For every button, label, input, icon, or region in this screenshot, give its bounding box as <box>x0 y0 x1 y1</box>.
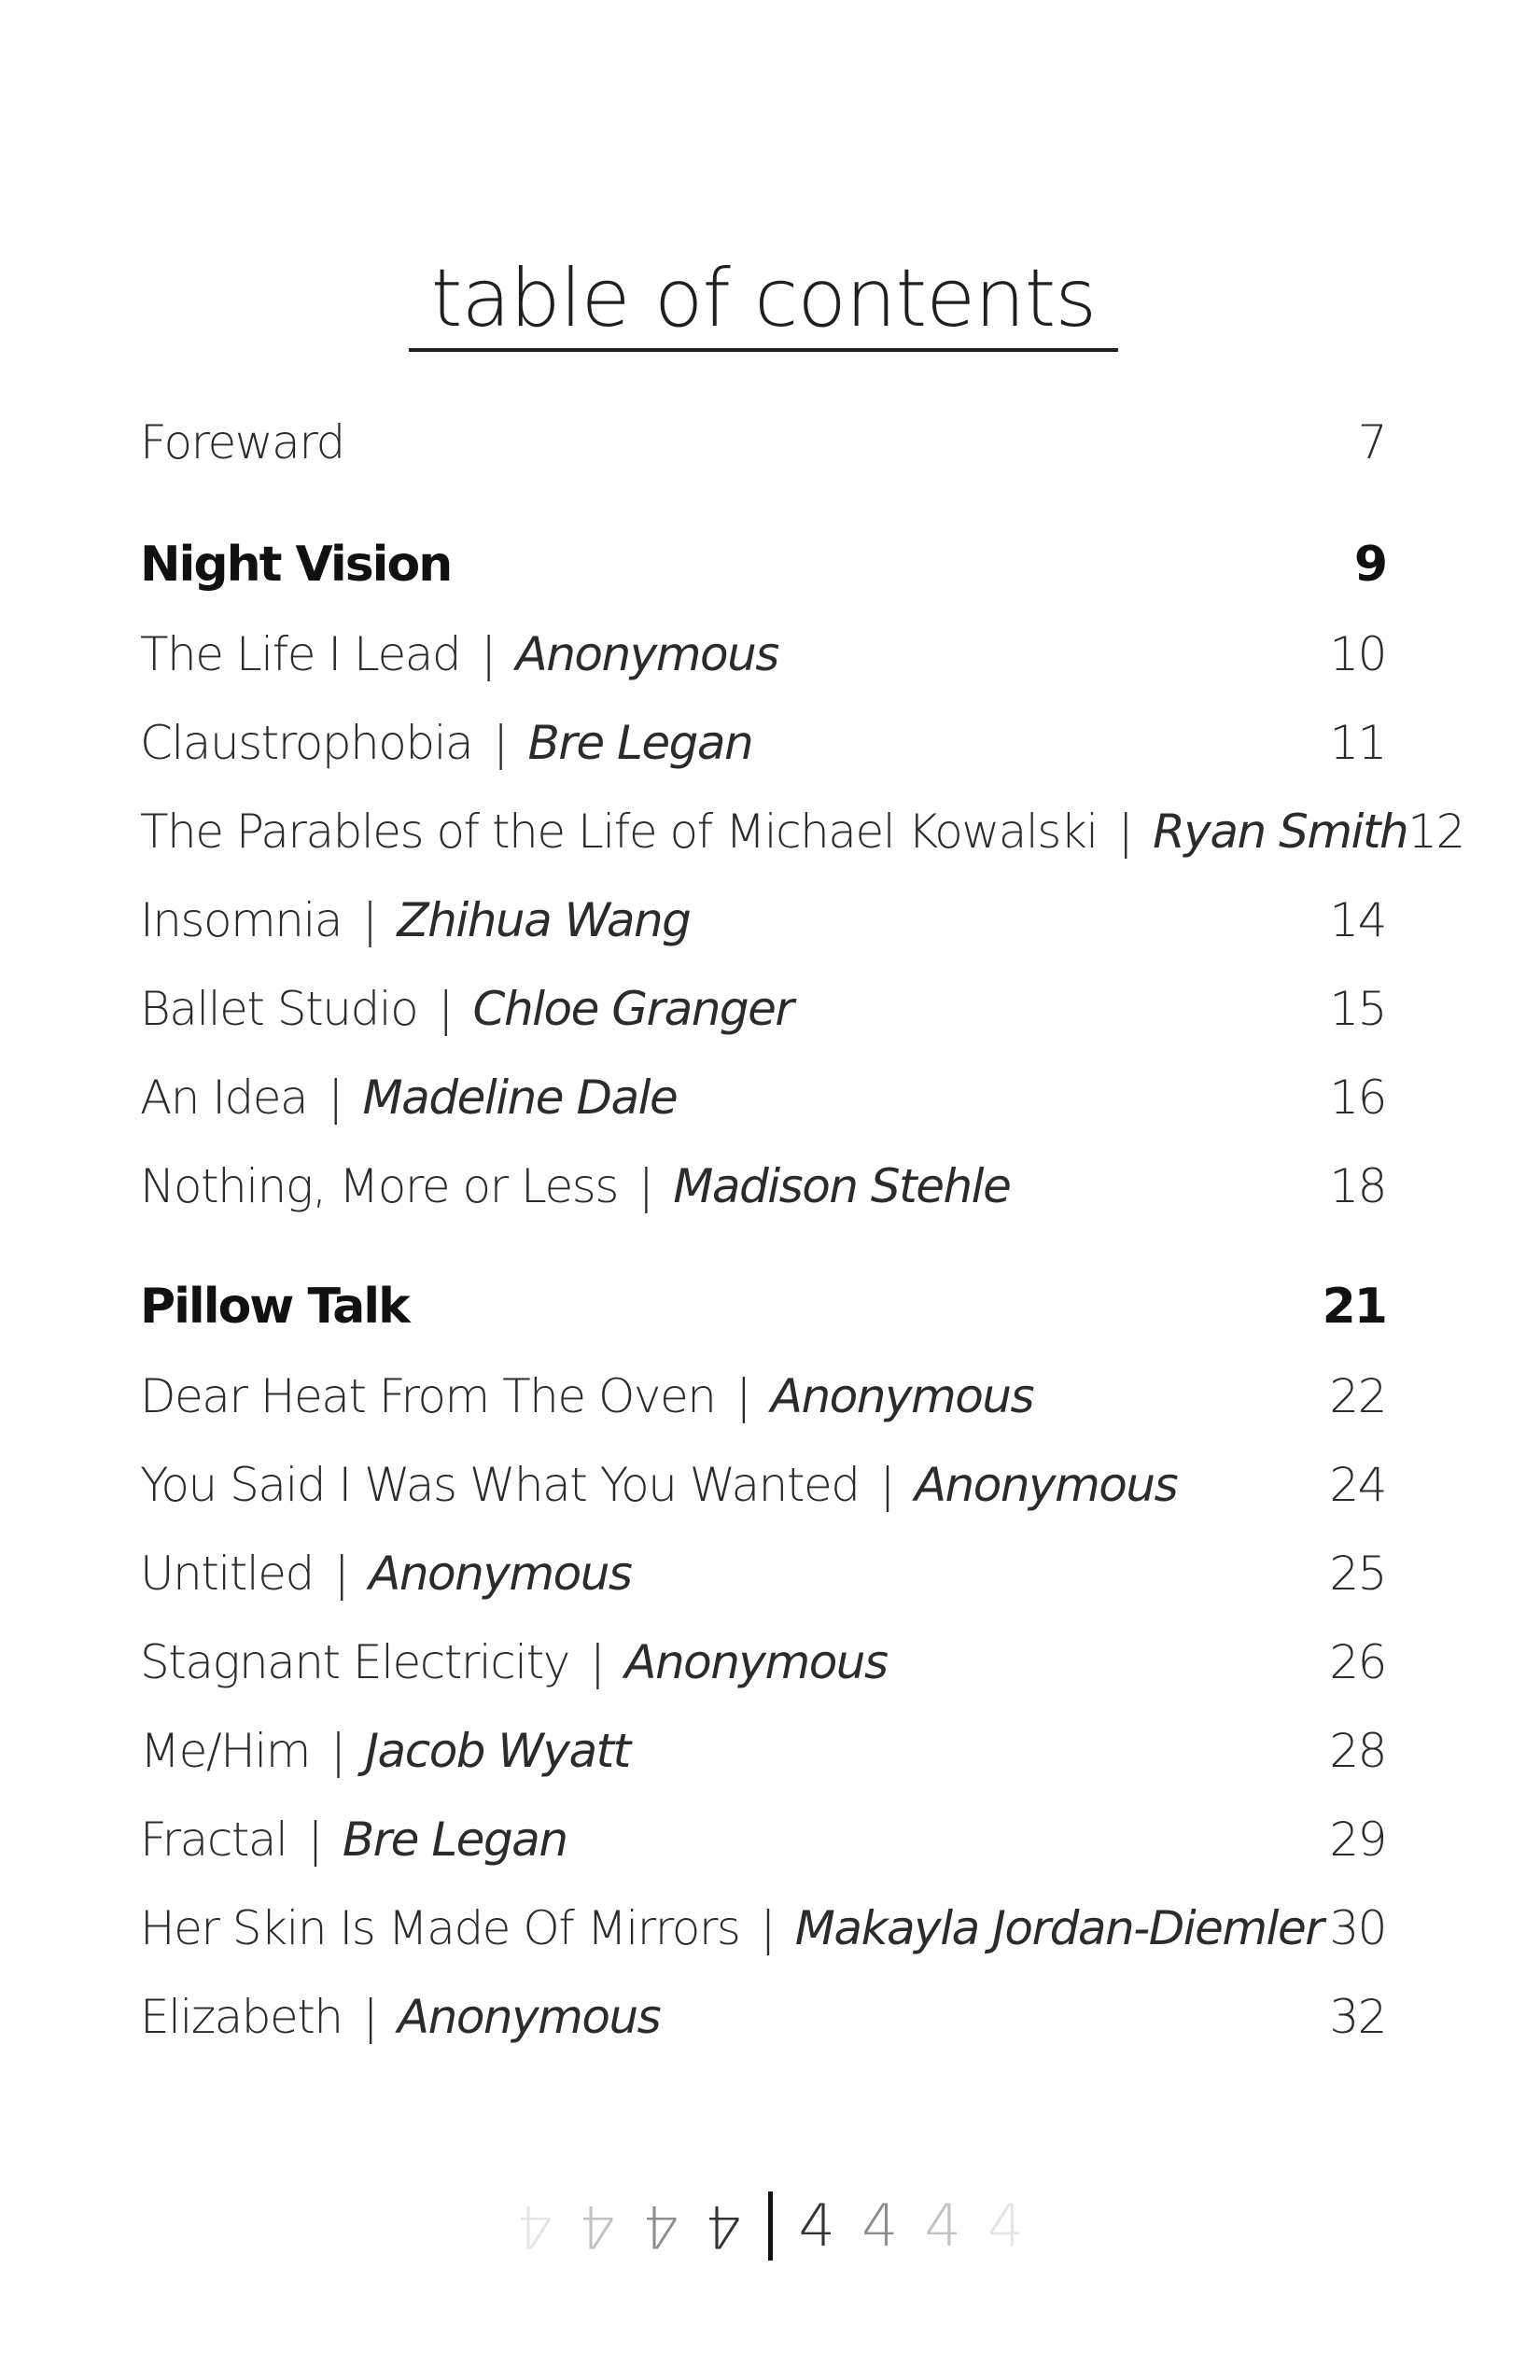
entry-title: Stagnant Electricity <box>140 1635 569 1689</box>
toc-entry-text <box>140 1369 1033 1423</box>
entry-author: Bre Legan <box>342 1813 567 1867</box>
page-number: 30 <box>1329 1901 1386 1955</box>
toc-entry-text <box>140 1279 409 1335</box>
page-number: 12 <box>1407 805 1464 859</box>
entry-separator: | <box>329 1724 345 1778</box>
toc-entry <box>140 1724 1386 1799</box>
footer-page-number-mirrored: 4 <box>515 2192 553 2261</box>
entry-separator: | <box>589 1635 605 1689</box>
entry-title: The Parables of the Life of Michael Kowalski <box>140 805 1098 859</box>
entry-title: Fractal <box>140 1813 287 1867</box>
page-number: 7 <box>1357 415 1386 469</box>
entry-author: Ryan Smith <box>1153 805 1408 859</box>
toc-entry <box>140 1990 1386 2065</box>
entry-separator: | <box>438 982 453 1036</box>
page-number: 14 <box>1329 893 1386 947</box>
toc-entry-text <box>140 1635 888 1689</box>
page-number-footer <box>0 2184 1540 2268</box>
section-title: Night Vision <box>140 537 452 593</box>
toc-entry-text <box>140 1813 567 1867</box>
footer-divider-bar <box>768 2191 773 2261</box>
entry-separator: | <box>333 1547 349 1601</box>
page-number: 10 <box>1329 627 1386 681</box>
page-number: 25 <box>1329 1547 1386 1601</box>
toc-section-heading <box>140 1279 1386 1353</box>
entry-title: Foreward <box>140 415 344 469</box>
section-title: Pillow Talk <box>140 1279 409 1335</box>
page-number: 16 <box>1329 1071 1386 1125</box>
entry-separator: | <box>735 1369 750 1423</box>
toc-entry-text <box>140 982 792 1036</box>
entry-separator: | <box>307 1813 322 1867</box>
toc-section-heading <box>140 537 1386 611</box>
toc-entry <box>140 1635 1386 1710</box>
toc-entry <box>140 1813 1386 1887</box>
entry-title: Claustrophobia <box>140 716 473 770</box>
entry-author: Anonymous <box>914 1458 1178 1512</box>
page-number: 15 <box>1329 982 1386 1036</box>
page-number: 29 <box>1329 1813 1386 1867</box>
entry-author: Anonymous <box>369 1547 632 1601</box>
entry-title: An Idea <box>140 1071 308 1125</box>
toc-entry <box>140 1901 1386 1976</box>
toc-entry-text <box>140 1071 677 1125</box>
toc-entry <box>140 627 1386 702</box>
entry-separator: | <box>362 893 377 947</box>
toc-heading <box>409 252 1118 355</box>
entry-author: Anonymous <box>397 1990 661 2044</box>
toc-entry-text <box>140 1724 630 1778</box>
toc-entry-text <box>140 1901 1323 1955</box>
toc-entry <box>140 982 1386 1057</box>
toc-entry <box>140 1159 1386 1234</box>
entry-author: Anonymous <box>770 1369 1034 1423</box>
toc-entry-text <box>140 627 778 681</box>
toc-entry <box>140 1369 1386 1444</box>
toc-entry <box>140 415 1386 490</box>
page-number: 18 <box>1329 1159 1386 1213</box>
entry-author: Chloe Granger <box>472 982 793 1036</box>
toc-entry <box>140 716 1386 791</box>
entry-separator: | <box>493 716 508 770</box>
entry-title: Nothing, More or Less <box>140 1159 618 1213</box>
page-number: 28 <box>1329 1724 1386 1778</box>
entry-title: Her Skin Is Made Of Mirrors <box>140 1901 740 1955</box>
entry-title: The Life I Lead <box>140 627 461 681</box>
toc-entry-text <box>140 415 344 469</box>
toc-entry <box>140 893 1386 968</box>
page-number: 24 <box>1329 1458 1386 1512</box>
title-underline <box>409 348 1118 352</box>
toc-entry-text <box>140 1458 1177 1512</box>
entry-title: Insomnia <box>140 893 343 947</box>
entry-separator: | <box>481 627 496 681</box>
footer-page-number: 4 <box>987 2191 1025 2260</box>
entry-author: Jacob Wyatt <box>365 1724 630 1778</box>
entry-author: Zhihua Wang <box>397 893 691 947</box>
toc-entry-text <box>140 537 451 593</box>
toc-entry-text <box>140 716 752 770</box>
entry-title: Ballet Studio <box>140 982 418 1036</box>
entry-author: Bre Legan <box>527 716 753 770</box>
entry-author: Madison Stehle <box>673 1159 1011 1213</box>
footer-page-number-mirrored: 4 <box>705 2192 742 2261</box>
footer-page-number-mirrored: 4 <box>579 2192 616 2261</box>
entry-author: Anonymous <box>624 1635 888 1689</box>
page-number: 9 <box>1353 537 1386 593</box>
entry-title: You Said I Was What You Wanted <box>140 1458 860 1512</box>
page-number: 21 <box>1322 1279 1386 1335</box>
entry-title: Dear Heat From The Oven <box>140 1369 716 1423</box>
toc-entry <box>140 1458 1386 1533</box>
page-number: 11 <box>1329 716 1386 770</box>
entry-separator: | <box>637 1159 653 1213</box>
entry-title: Me/Him <box>140 1724 310 1778</box>
toc-entry <box>140 1071 1386 1145</box>
footer-page-number: 4 <box>861 2191 899 2260</box>
toc-entry-text <box>140 1159 1010 1213</box>
entry-separator: | <box>1117 805 1133 859</box>
toc-entry-text <box>140 805 1407 859</box>
toc-entry-text <box>140 1990 660 2044</box>
entry-author: Anonymous <box>515 627 778 681</box>
toc-entry-text <box>140 893 690 947</box>
entry-separator: | <box>328 1071 343 1125</box>
entry-separator: | <box>362 1990 377 2044</box>
entry-author: Madeline Dale <box>362 1071 678 1125</box>
page-number: 32 <box>1329 1990 1386 2044</box>
entry-title: Untitled <box>140 1547 314 1601</box>
toc-entry <box>140 1547 1386 1621</box>
entry-separator: | <box>879 1458 894 1512</box>
toc-entry-text <box>140 1547 631 1601</box>
entry-title: Elizabeth <box>140 1990 343 2044</box>
toc-entry <box>140 805 1464 879</box>
entry-separator: | <box>760 1901 775 1955</box>
entry-author: Makayla Jordan-Diemler <box>794 1901 1323 1955</box>
footer-page-number: 4 <box>924 2191 961 2260</box>
page-title: table of contents <box>430 252 1097 345</box>
footer-page-number: 4 <box>798 2191 835 2260</box>
page-number: 22 <box>1329 1369 1386 1423</box>
page-number: 26 <box>1329 1635 1386 1689</box>
footer-page-number-mirrored: 4 <box>641 2192 679 2261</box>
